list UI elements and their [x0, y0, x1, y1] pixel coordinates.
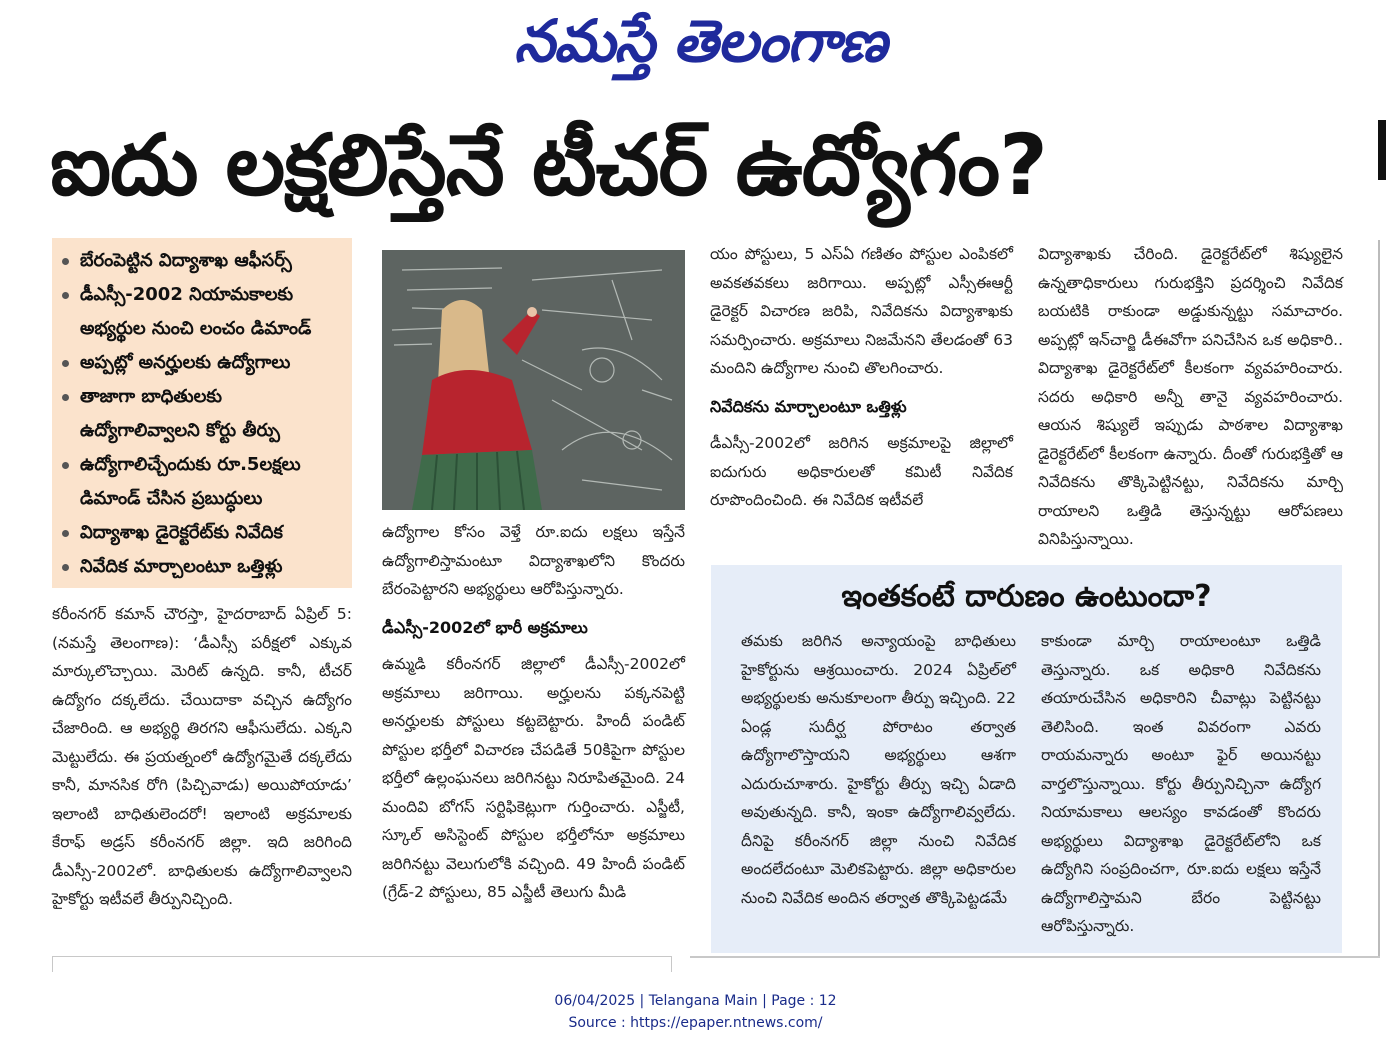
highlight-item: అప్పట్లో అనర్హులకు ఉద్యోగాలు — [62, 346, 346, 380]
article-column-4 — [1038, 240, 1343, 554]
adjacent-article-edge — [1378, 120, 1386, 180]
photo-caption: ఉద్యోగాల కోసం వెళ్తే రూ.ఐదు లక్షలు ఇస్తేనే ఉద్యోగాలిస్తామంటూ విద్యాశాఖలోని కొందరు బేరంపెట్టారని అభ్యర్థులు ఆరోపిస్తున్నారు. — [382, 523, 685, 598]
article-column-2 — [382, 518, 685, 907]
bullet-icon — [62, 530, 69, 537]
article-text: కరీంనగర్ కమాన్ చౌరస్తా, హైదరాబాద్ ఏప్రిల్ 5: (నమస్తే తెలంగాణ): ‘డీఎస్సీ పరీక్షలో ఎక్కువ మార్కులొచ్చాయి. మెరిట్ ఉన్నది. కానీ, టీచర్ ఉద్యోగం దక్కలేదు. చేయిదాకా వచ్చిన ఉద్యోగం చేజారింది. ఆ అభ్యర్థి తిరగని ఆఫీసులేదు. ఎక్కని మెట్టులేదు. ఈ ప్రయత్నంలో ఉద్యోగమైతే దక్కలేదు కానీ, మానసిక రోగి (పిచ్చివాడు) అయిపోయాడు’ ఇలాంటి బాధితులెందరో! ఇలాంటి అక్రమాలకు కేరాఫ్ అడ్రస్ కరీంనగర్ జిల్లా. ఇది జరిగింది డీఎస్సీ-2002లో. బాధితులకు ఉద్యోగాలివ్వాలని హైకోర్టు ఇటీవలే తీర్పునిచ్చింది. — [52, 605, 352, 908]
bottom-divider — [52, 956, 672, 972]
page-footer — [0, 990, 1391, 1034]
article-column-1 — [52, 600, 352, 914]
subheading: డీఎస్సీ-2002లో భారీ అక్రమాలు — [382, 617, 588, 637]
bullet-icon — [62, 258, 69, 265]
highlight-item: తాజాగా బాధితులకు ఉద్యోగాలివ్వాలని కోర్టు తీర్పు — [62, 380, 346, 448]
bullet-icon — [62, 360, 69, 367]
masthead-logo: నమస్తే తెలంగాణ — [514, 7, 886, 75]
bottom-divider — [690, 956, 1380, 958]
footer-source-link[interactable]: Source : https://epaper.ntnews.com/ — [568, 1015, 823, 1031]
highlights-box — [52, 238, 352, 588]
box-text: కాకుండా మార్చి రాయాలంటూ ఒత్తిడి తెస్తున్నారు. ఒక అధికారి నివేదికను తయారుచేసిన అధికారిని చీవాట్లు పెట్టినట్టు తెలిసింది. ఇంత వివరంగా ఎవరు రాయమన్నారు అంటూ ఫైర్ అయినట్టు వార్తలొస్తున్నాయి. కోర్టు తీర్పునిచ్చినా ఉద్యోగ నియామకాలు ఆలస్యం కావడంతో కొందరు అభ్యర్థులు విద్యాశాఖ డైరెక్టరేట్‌లోని ఒక ఉద్యోగిని సంప్రదించగా, రూ.ఐదు లక్షలు ఇస్తేనే ఉద్యోగాలిస్తామని బేరం పెట్టినట్టు ఆరోపిస్తున్నారు. — [1041, 632, 1321, 935]
box-column-2 — [1041, 627, 1321, 941]
bullet-icon — [62, 564, 69, 571]
footer-date-line: 06/04/2025 | Telangana Main | Page : 12 — [554, 993, 837, 1009]
sidebar-box — [711, 565, 1342, 953]
bullet-icon — [62, 292, 69, 299]
page-right-divider — [1378, 240, 1380, 956]
teacher-at-chalkboard-photo — [382, 250, 685, 510]
bullet-icon — [62, 462, 69, 469]
article-text: యం పోస్టులు, 5 ఎస్ఏ గణితం పోస్టుల ఎంపికలో అవకతవకలు జరిగాయి. అప్పట్లో ఎస్సీఈఆర్టీ డైరెక్టర్ విచారణ జరిపి, నివేదికను విద్యాశాఖకు సమర్పించారు. అక్రమాలు నిజమేనని తేలడంతో 63 మందిని ఉద్యోగాల నుంచి తొలగించారు. — [710, 245, 1013, 377]
article-text: ఉమ్మడి కరీంనగర్ జిల్లాలో డీఎస్సీ-2002లో అక్రమాలు జరిగాయి. అర్హులను పక్కనపెట్టి అనర్హులకు పోస్టులు కట్టబెట్టారు. హిందీ పండిట్ పోస్టుల భర్తీలో విచారణ చేపడితే 50కిపైగా పోస్టుల భర్తీలో ఉల్లంఘనలు జరిగినట్టు నిరూపితమైంది. 24 మందివి బోగస్ సర్టిఫికెట్లుగా గుర్తించారు. ఎస్జీటీ, స్కూల్ అసిస్టెంట్ పోస్టుల భర్తీలోనూ అక్రమాలు జరిగినట్టు వెలుగులోకి వచ్చింది. 49 హిందీ పండిట్ (గ్రేడ్-2 పోస్టులు, 85 ఎస్జీటీ తెలుగు మీడి — [382, 655, 685, 901]
page-headline: ఐదు లక్షలిస్తేనే టీచర్ ఉద్యోగం? — [50, 116, 1047, 214]
bullet-icon — [62, 394, 69, 401]
box-column-1 — [741, 627, 1016, 912]
box-text: తమకు జరిగిన అన్యాయంపై బాధితులు హైకోర్టును ఆశ్రయించారు. 2024 ఏప్రిల్‌లో అభ్యర్థులకు అనుకూలంగా తీర్పు ఇచ్చింది. 22 ఏండ్ల సుదీర్ఘ పోరాటం తర్వాత ఉద్యోగాలొస్తాయని అభ్యర్థులు ఆశగా ఎదురుచూశారు. హైకోర్టు తీర్పు ఇచ్చి ఏడాది అవుతున్నది. కానీ, ఇంకా ఉద్యోగాలివ్వలేదు. దీనిపై కరీంనగర్ జిల్లా నుంచి నివేదిక అందలేదంటూ మెలికపెట్టారు. జిల్లా అధికారుల నుంచి నివేదిక అందిన తర్వాత తొక్కిపెట్టడమే — [741, 632, 1016, 907]
subheading: నివేదికను మార్చాలంటూ ఒత్తిళ్లు — [710, 396, 907, 416]
article-text: విద్యాశాఖకు చేరింది. డైరెక్టరేట్‌లో శిష్యులైన ఉన్నతాధికారులు గురుభక్తిని ప్రదర్శించి నివేదిక బయటికి రాకుండా అడ్డుకున్నట్టు సమాచారం. అప్పట్లో ఇన్‌చార్జి డీఈవోగా పనిచేసిన ఒక అధికారి.. విద్యాశాఖ డైరెక్టరేట్‌లో కీలకంగా వ్యవహరించారు. సదరు అధికారి అన్నీ తానై వ్యవహరించారు. ఆయన శిష్యులే ఇప్పుడు పాఠశాల విద్యాశాఖ డైరెక్టరేట్‌లో కీలకంగా ఉన్నారు. దీంతో గురుభక్తితో ఆ నివేదికను తొక్కిపెట్టినట్టు, నివేదికను మార్చి రాయాలని ఒత్తిడి తెస్తున్నట్టు ఆరోపణలు వినిపిస్తున్నాయి. — [1038, 245, 1343, 548]
highlight-item: డీఎస్సీ-2002 నియామకాలకు అభ్యర్థుల నుంచి లంచం డిమాండ్ — [62, 278, 346, 346]
highlight-item: విద్యాశాఖ డైరెక్టరేట్‌కు నివేదిక — [62, 516, 346, 550]
box-title: ఇంతకంటే దారుణం ఉంటుందా? — [841, 579, 1212, 614]
highlight-item: ఉద్యోగాలిచ్చేందుకు రూ.5లక్షలు డిమాండ్ చేసిన ప్రబుద్ధులు — [62, 448, 346, 516]
highlight-item: నివేదిక మార్చాలంటూ ఒత్తిళ్లు — [62, 550, 346, 584]
article-column-3 — [710, 240, 1013, 515]
article-text: డీఎస్సీ-2002లో జరిగిన అక్రమాలపై జిల్లాలో ఐదుగురు అధికారులతో కమిటీ నివేదిక రూపొందించింది. ఈ నివేదిక ఇటీవలే — [710, 434, 1013, 509]
chalkboard-photo-icon — [382, 250, 685, 510]
highlight-item: బేరంపెట్టిన విద్యాశాఖ ఆఫీసర్స్ — [62, 244, 346, 278]
